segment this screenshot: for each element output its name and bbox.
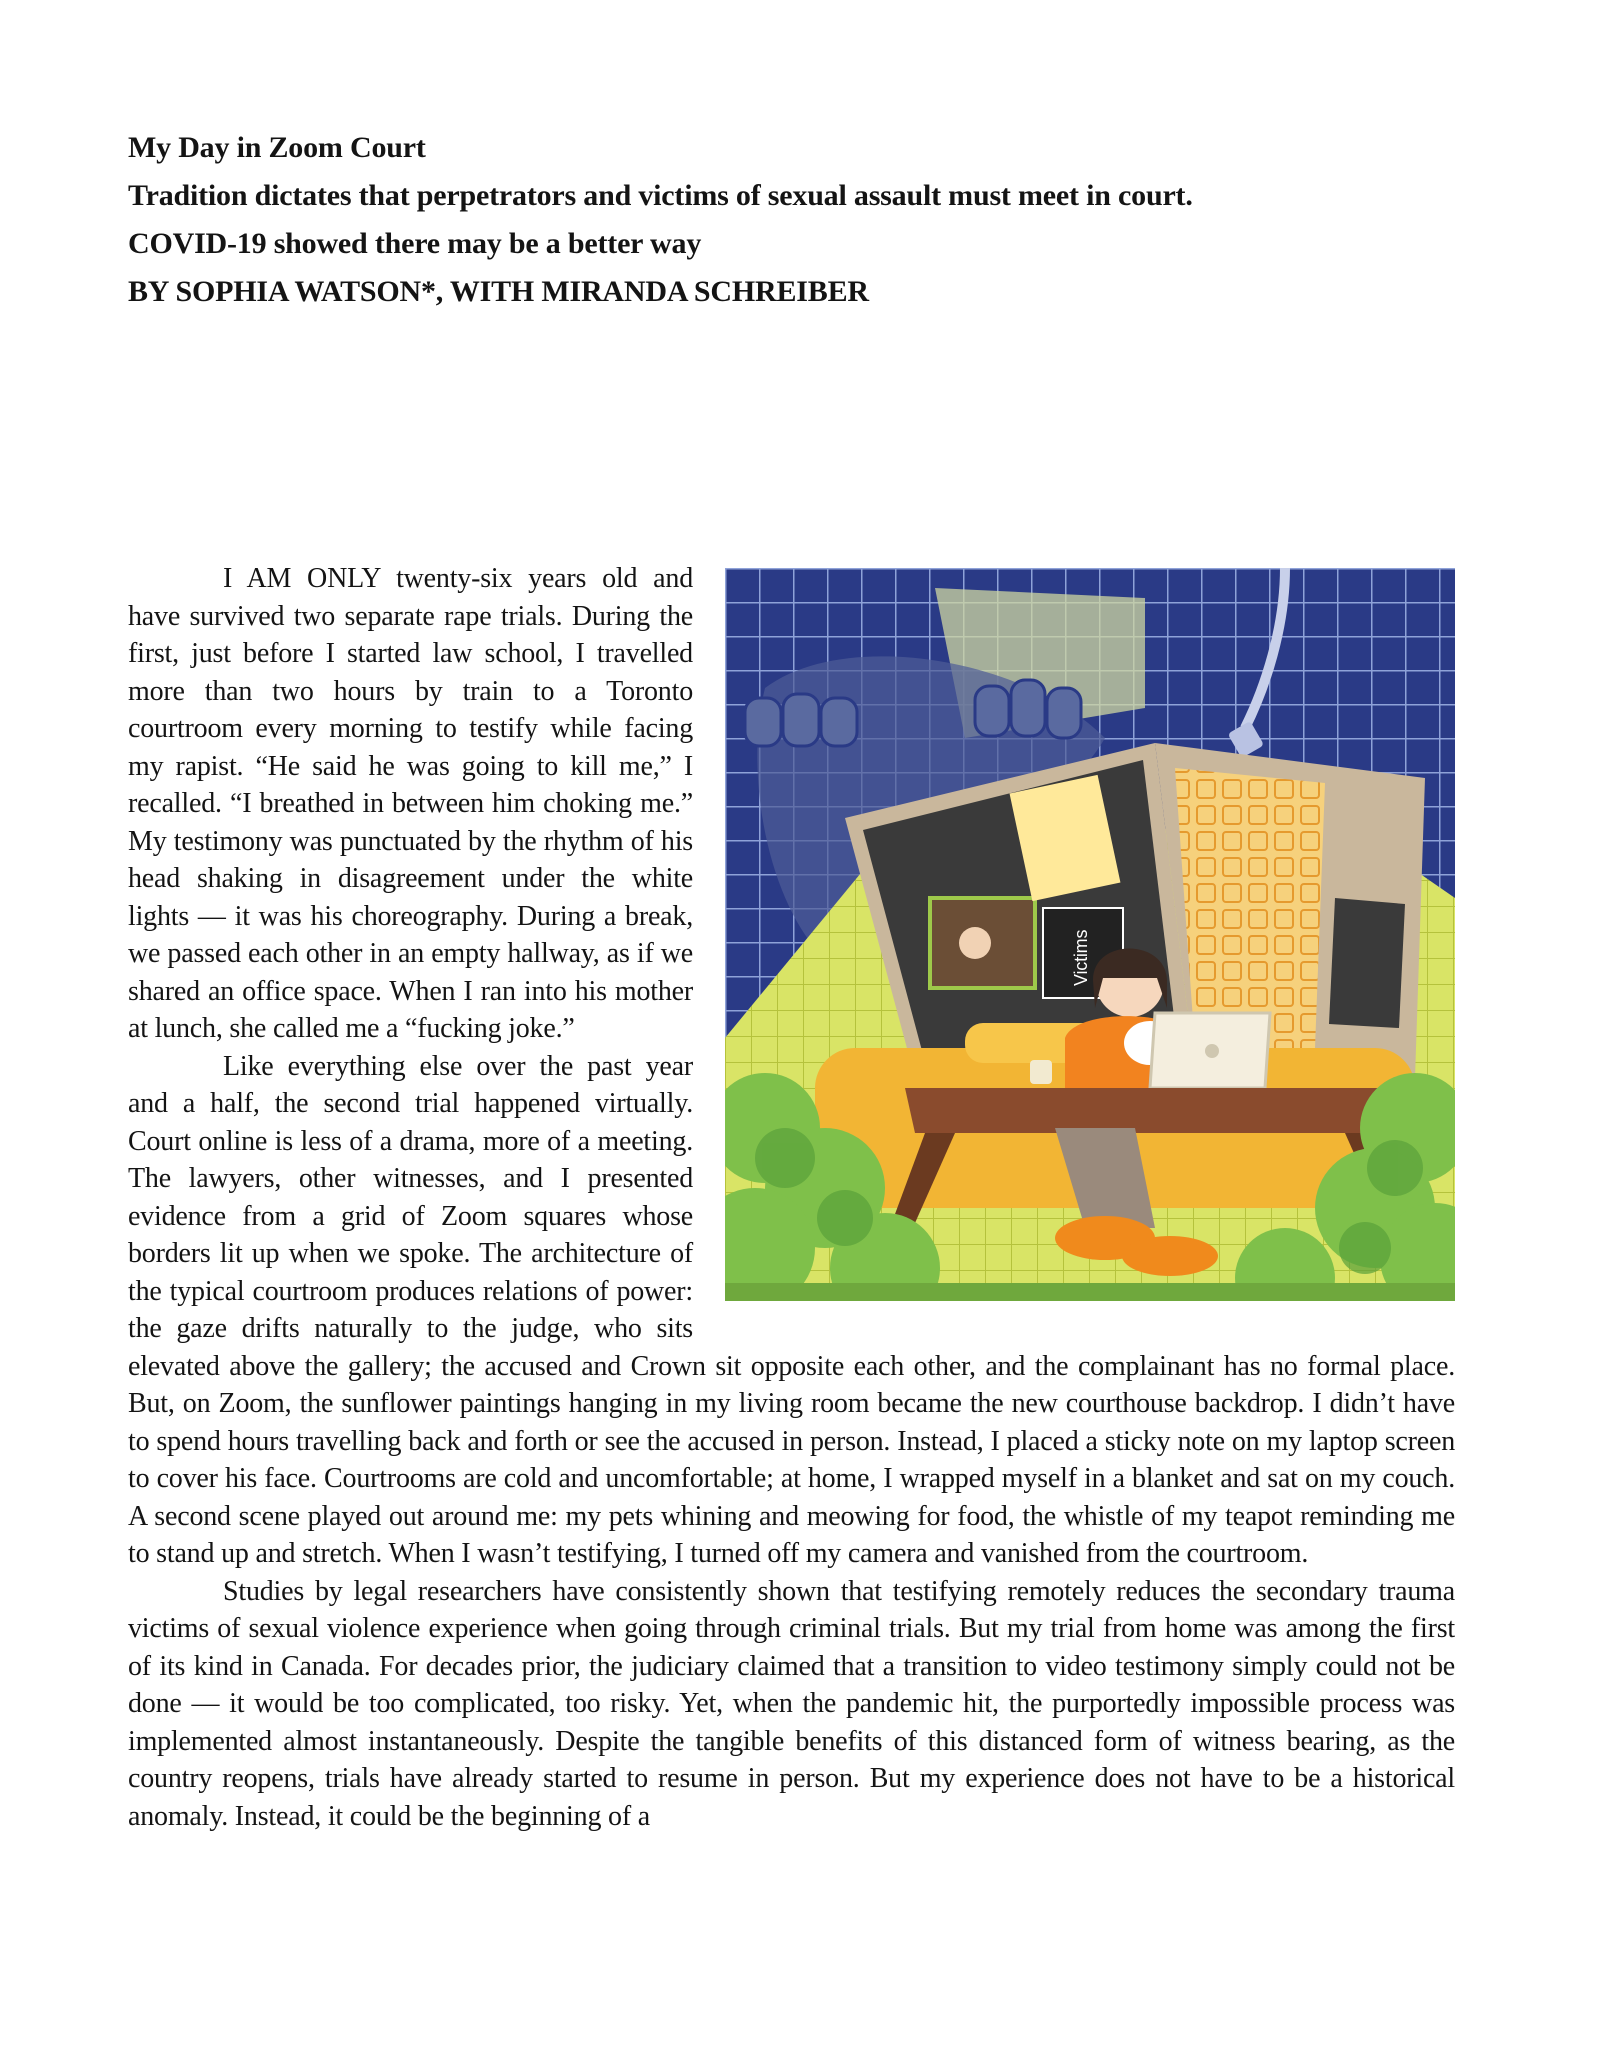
slipper-right xyxy=(1122,1236,1218,1276)
grass xyxy=(725,1283,1455,1301)
article-paragraph-1: I AM ONLY twenty-six years old and have survived two separate rape trials. During the first, just before I started law school, I travelled more than two hours by train to a Toronto courtroom every morning to testify while facing my rapist. “He said he was going to kill me,” I recalled. “I breathed in between him choking me.” My testimony was punctuated by the rhythm of his head shaking in disagreement under the white lights — it was his choreography. During a break, we passed each other in an empty hallway, as if we shared an office space. When I ran into his mother at lunch, she called me a “fucking joke.” xyxy=(128,563,693,1044)
article-paragraph-3: Studies by legal researchers have consistently shown that testifying remotely reduces the secondary trauma victims of sexual violence experience when going through criminal trials. But my trial from home was among the first of its kind in Canada. For decades prior, the judiciary claimed that a transition to video testimony simply could not be done — it would be too complicated, too risky. Yet, when the pandemic hit, the purportedly impossible process was implemented almost instantaneously. Despite the tangible benefits of this distanced form of witness bearing, as the country reopens, trials have already started to resume in person. But my experience does not have to be a historical anomaly. Instead, it could be the beginning of a xyxy=(128,1575,1455,1832)
illustration-woman-at-laptop xyxy=(725,568,1455,1301)
laptop-touchpad xyxy=(1329,898,1405,1028)
article-dek-line-2: COVID-19 showed there may be a better way xyxy=(128,227,702,260)
table-top xyxy=(905,1088,1385,1133)
article-body xyxy=(128,560,1455,1835)
victims-label: Victims xyxy=(1071,929,1091,986)
article-paragraph-2: Like everything else over the past year and a half, the second trial happened virtually. Court online is less of a drama, more of a meeting. The lawyers, other witnesses, and I presented evidence from a grid of Zoom squares whose borders lit up when we spoke. The architecture of the typical courtroom produces relations of power: the gaze drifts naturally to the judge, who sits elevated above the gallery; the accused and Crown sit opposite each other, and the complainant has no formal place. But, on Zoom, the sunflower paintings hanging in my living room became the new courthouse backdrop. I didn’t have to spend hours travelling back and forth or see the accused in person. Instead, I placed a sticky note on my laptop screen to cover his face. Courtrooms are cold and uncomfortable; at home, I wrapped myself in a blanket and sat on my couch. A second scene played out around me: my pets whining and meowing for food, the whistle of my teapot reminding me to stand up and stretch. When I wasn’t testifying, I turned off my camera and vanished from the courtroom. xyxy=(128,1050,1455,1569)
apple-logo-icon xyxy=(1205,1044,1219,1058)
article-header xyxy=(128,124,1488,316)
laptop-keys xyxy=(1175,768,1325,1048)
article-byline: BY SOPHIA WATSON*, WITH MIRANDA SCHREIBER xyxy=(128,275,869,308)
judge-face xyxy=(959,927,991,959)
illustration-canvas xyxy=(725,568,1455,1301)
mug xyxy=(1030,1060,1052,1084)
article-title: My Day in Zoom Court xyxy=(128,131,426,164)
article-dek-line-1: Tradition dictates that perpetrators and victims of sexual assault must meet in court. xyxy=(128,179,1193,212)
